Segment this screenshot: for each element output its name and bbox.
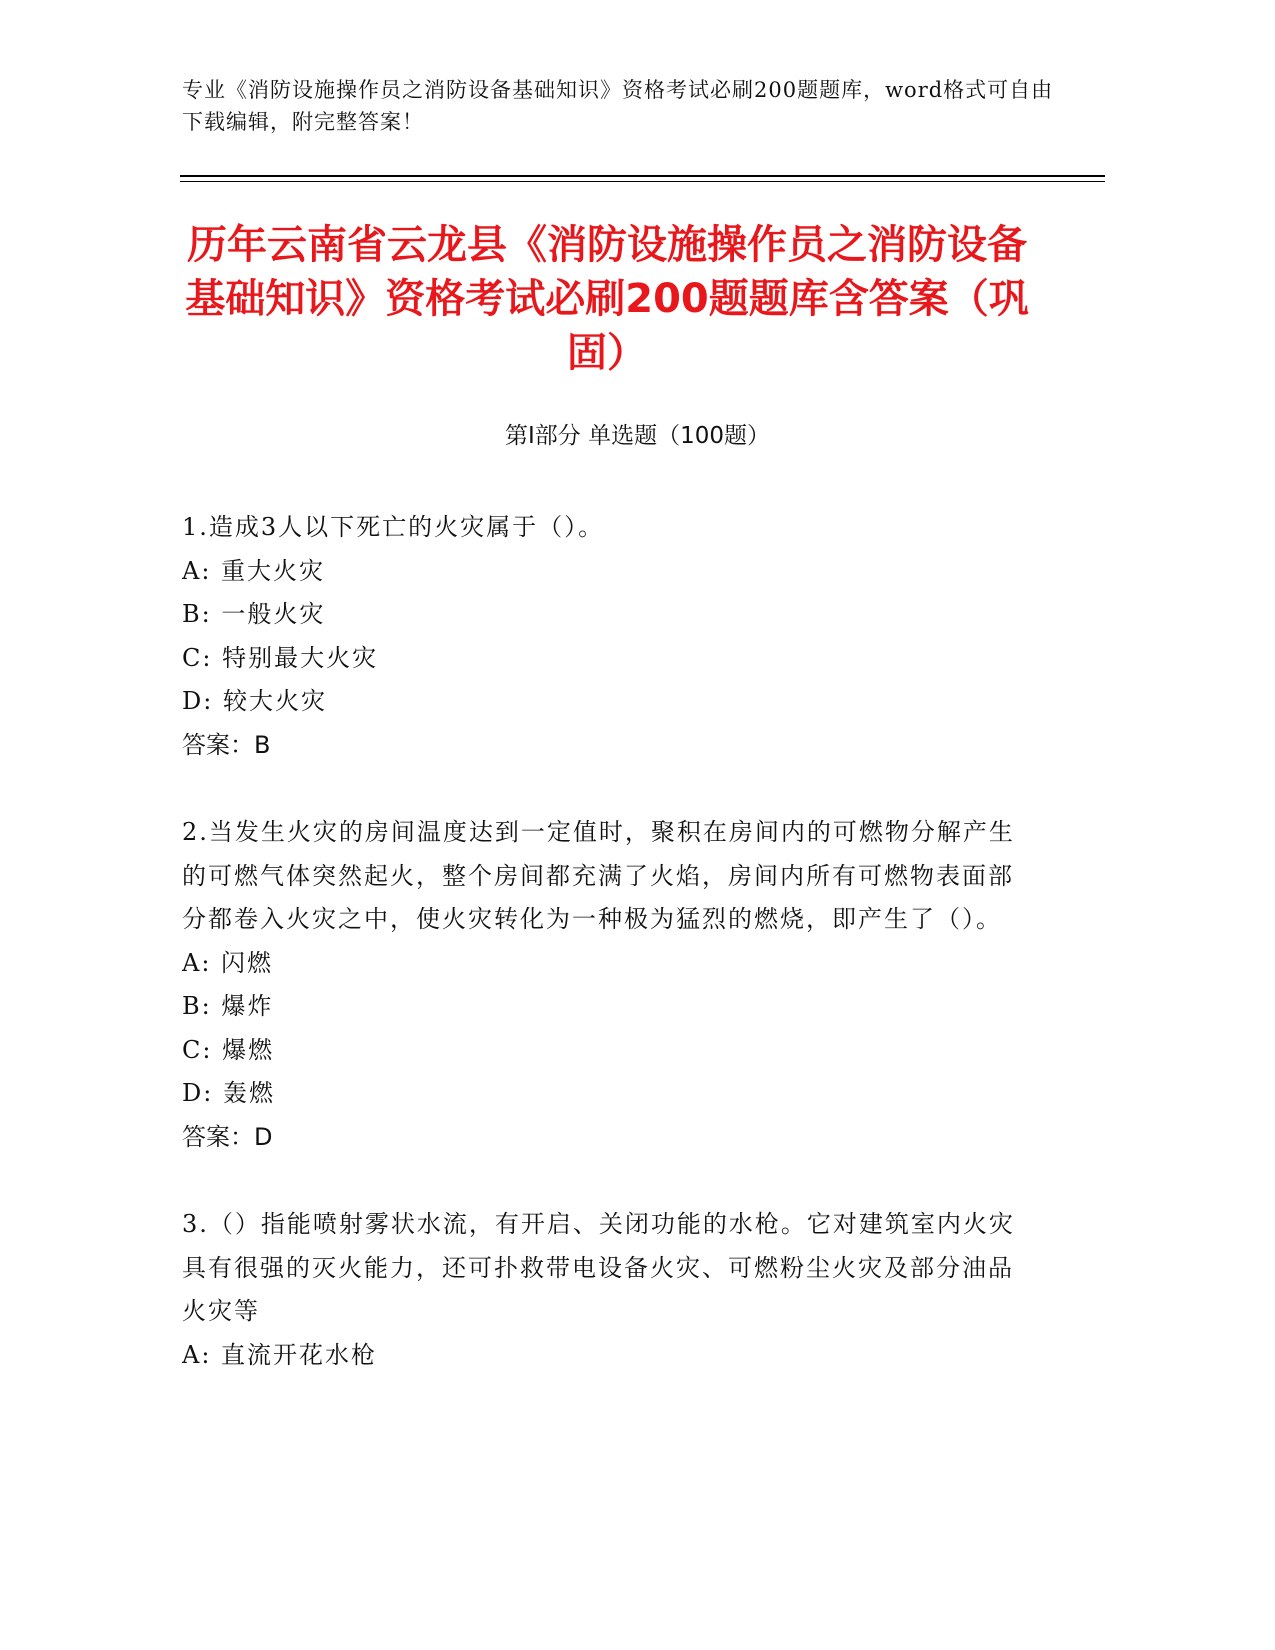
option-b: B: 爆炸	[182, 992, 274, 1020]
option-a: A: 重大火灾	[182, 556, 326, 585]
answer: 答案：B	[182, 730, 271, 759]
question-2	[182, 811, 1022, 1159]
header-note: 专业《消防设施操作员之消防设备基础知识》资格考试必刷200题题库，word格式可自由下载编辑，附完整答案！	[182, 78, 1054, 134]
question-stem: 3.（）指能喷射雾状水流，有开启、关闭功能的水枪。它对建筑室内火灾具有很强的灭火能力，还可扑救带电设备火灾、可燃粉尘火灾及部分油品火灾等	[182, 1210, 1015, 1325]
option-a: A: 闪燃	[182, 948, 274, 977]
answer: 答案：D	[182, 1122, 273, 1151]
option-d: D: 轰燃	[182, 1079, 275, 1107]
option-b: B: 一般火灾	[182, 600, 326, 628]
question-3	[182, 1203, 1022, 1377]
question-stem: 2.当发生火灾的房间温度达到一定值时，聚积在房间内的可燃物分解产生的可燃气体突然起火，整个房间都充满了火焰，房间内所有可燃物表面部分都卷入火灾之中，使火灾转化为一种极为猛烈的燃烧，即产生了（）。	[182, 818, 1015, 933]
question-stem: 1.造成3人以下死亡的火灾属于（）。	[182, 513, 605, 541]
option-d: D: 较大火灾	[182, 687, 327, 715]
document-title: 历年云南省云龙县《消防设施操作员之消防设备基础知识》资格考试必刷200题题库含答案（巩固）	[185, 222, 1029, 376]
section-title: 第Ⅰ部分 单选题（100题）	[505, 423, 770, 449]
option-a: A: 直流开花水枪	[182, 1340, 378, 1369]
option-c: C: 爆燃	[182, 1035, 275, 1064]
question-list	[182, 506, 1022, 1421]
option-c: C: 特别最大火灾	[182, 643, 379, 672]
question-1	[182, 506, 1022, 767]
header-divider-thin	[180, 181, 1105, 182]
header-divider-thick	[180, 175, 1105, 177]
